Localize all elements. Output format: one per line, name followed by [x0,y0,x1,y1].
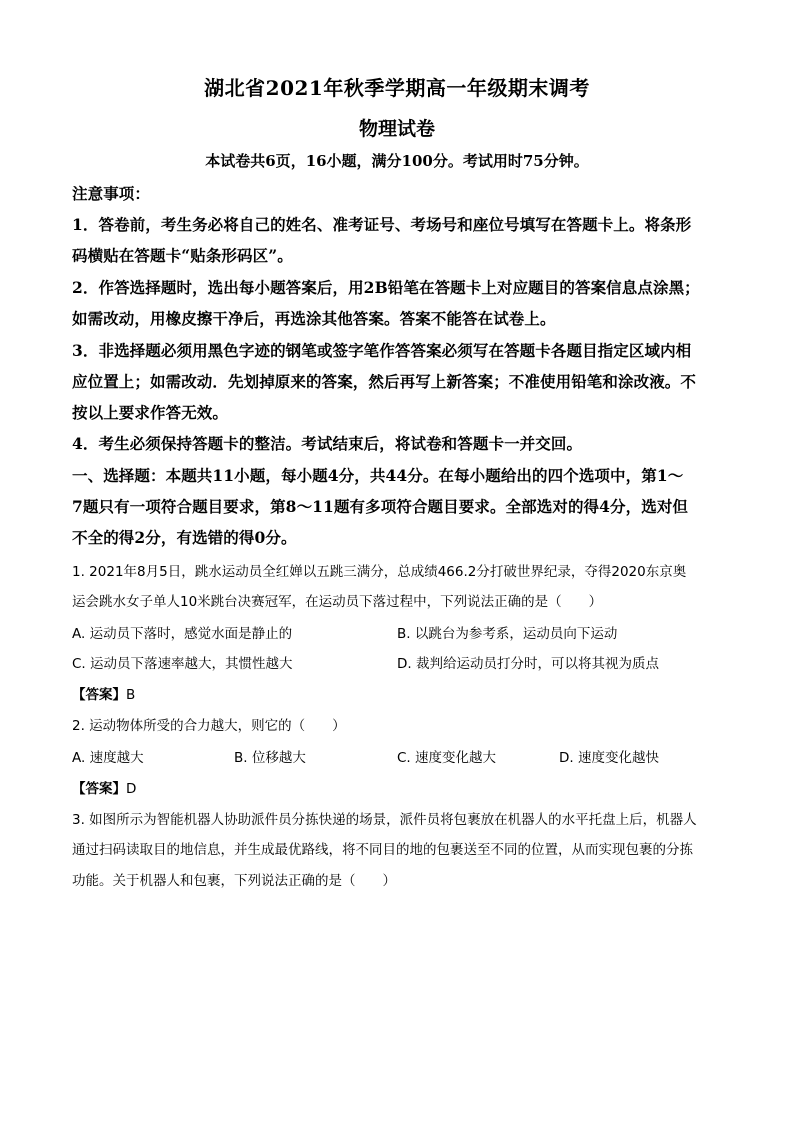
note-3-line-2: 应位置上；如需改动．先划掉原来的答案，然后再写上新答案；不准使用铅笔和涂改液。不 [72,372,697,391]
q2-stem: 2. 运动物体所受的合力越大，则它的（ ） [72,718,346,734]
answer-value: B [126,687,136,703]
q1-answer [72,683,135,703]
q3-stem-line-1: 3. 如图所示为智能机器人协助派件员分拣快递的场景，派件员将包裹放在机器人的水平托盘上后，机器人 [72,812,697,828]
q1-stem-line-2: 运会跳水女子单人10米跳台决赛冠军，在运动员下落过程中，下列说法正确的是（ ） [72,594,603,610]
q3-stem-line-2: 通过扫码读取目的地信息，并生成最优路线，将不同目的地的包裹送至不同的位置，从而实现包裹的分拣 [72,842,693,858]
answer-value: D [126,781,137,797]
note-1-line-1: 1．答卷前，考生务必将自己的姓名、准考证号、考场号和座位号填写在答题卡上。将条形 [72,215,692,234]
q2-option-d: D. 速度变化越快 [559,750,659,766]
note-1-line-2: 码横贴在答题卡“贴条形码区”。 [72,246,293,265]
answer-label: 【答案】 [72,687,126,703]
q3-stem-line-3: 功能。关于机器人和包裹，下列说法正确的是（ ） [72,873,396,889]
exam-info: 本试卷共6页，16小题，满分100分。考试用时75分钟。 [205,152,589,170]
note-3-line-1: 3．非选择题必须用黑色字迹的钢笔或签字笔作答答案必须写在答题卡各题目指定区域内相 [72,341,692,360]
q2-option-b: B. 位移越大 [234,750,306,766]
note-2-line-2: 如需改动，用橡皮擦干净后，再选涂其他答案。答案不能答在试卷上。 [72,309,556,328]
q1-option-d: D. 裁判给运动员打分时，可以将其视为质点 [397,656,659,672]
section-1-line-1: 一、选择题：本题共11小题，每小题4分，共44分。在每小题给出的四个选项中，第1～ [72,466,684,485]
notes-heading: 注意事项： [72,184,151,203]
answer-label: 【答案】 [72,781,126,797]
q1-stem-line-1: 1. 2021年8月5日，跳水运动员全红婵以五跳三满分，总成绩466.2分打破世界纪录，夺得2020东京奥 [72,564,687,580]
exam-subtitle: 物理试卷 [358,118,435,140]
note-2-line-1: 2．作答选择题时，选出每小题答案后，用2B铅笔在答题卡上对应题目的答案信息点涂黑； [72,278,700,297]
q1-option-c: C. 运动员下落速率越大，其惯性越大 [72,656,293,672]
q2-option-c: C. 速度变化越大 [397,750,497,766]
q2-option-a: A. 速度越大 [72,750,144,766]
q2-answer [72,777,136,797]
note-4: 4．考生必须保持答题卡的整洁。考试结束后，将试卷和答题卡一并交回。 [72,434,583,453]
q1-option-b: B. 以跳台为参考系，运动员向下运动 [397,626,618,642]
section-1-line-3: 不全的得2分，有选错的得0分。 [72,528,297,547]
exam-title: 湖北省2021年秋季学期高一年级期末调考 [204,76,590,100]
q1-option-a: A. 运动员下落时，感觉水面是静止的 [72,626,293,642]
section-1-line-2: 7题只有一项符合题目要求，第8～11题有多项符合题目要求。全部选对的得4分，选对但 [72,497,689,516]
note-3-line-3: 按以上要求作答无效。 [72,403,229,422]
